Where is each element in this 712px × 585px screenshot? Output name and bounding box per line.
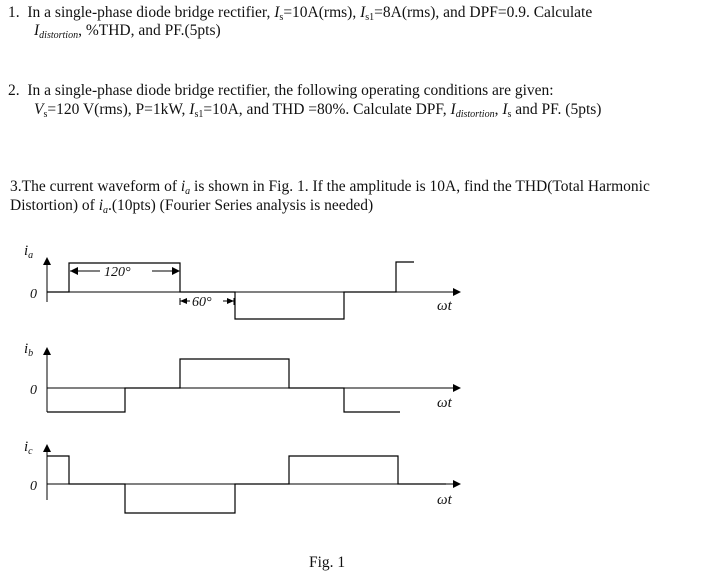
question-1-number: 1.	[8, 4, 20, 21]
ia-wt: ωt	[437, 298, 452, 314]
ib-label: $i_b$	[24, 341, 34, 359]
question-1-line-2: $I_{distortion}$, %THD, and PF.(5pts)	[34, 22, 221, 41]
dim-60-label: 60°	[192, 295, 212, 310]
question-1: 1. In a single-phase diode bridge rectifier, $I_s=10A(rms)$, $I_{s1}=8A(rms)$, and DPF=0.9. Calculate	[8, 4, 593, 23]
ic-wt: ωt	[437, 492, 452, 508]
ib-waveform	[47, 359, 400, 412]
question-2-line-2: $V_s=120$ V(rms), P=1kW, $I_{s1}=10A$, and THD =80%. Calculate DPF, $I_{distortion}$, $I_s$ and PF. (5pts)	[34, 101, 602, 120]
ib-zero: 0	[30, 383, 37, 398]
dim-120-label: 120°	[104, 265, 131, 280]
ia-label: $i_a$	[24, 243, 34, 261]
question-3-line-2: Distortion) of $i_a.(10pts)$ (Fourier Series analysis is needed)	[10, 197, 374, 216]
ic-label: $i_c$	[24, 439, 33, 457]
ic-zero: 0	[30, 479, 37, 494]
ia-waveform	[47, 262, 414, 319]
figure-caption: Fig. 1	[309, 554, 346, 571]
ia-zero: 0	[30, 287, 37, 302]
question-2: 2. In a single-phase diode bridge rectifier, the following operating conditions are given:	[8, 82, 554, 99]
question-2-number: 2.	[8, 82, 20, 99]
question-3: 3.The current waveform of $i_a$ is shown in Fig. 1. If the amplitude is 10A, find the THD(Total Harmonic	[10, 178, 650, 197]
ib-wt: ωt	[437, 395, 452, 411]
